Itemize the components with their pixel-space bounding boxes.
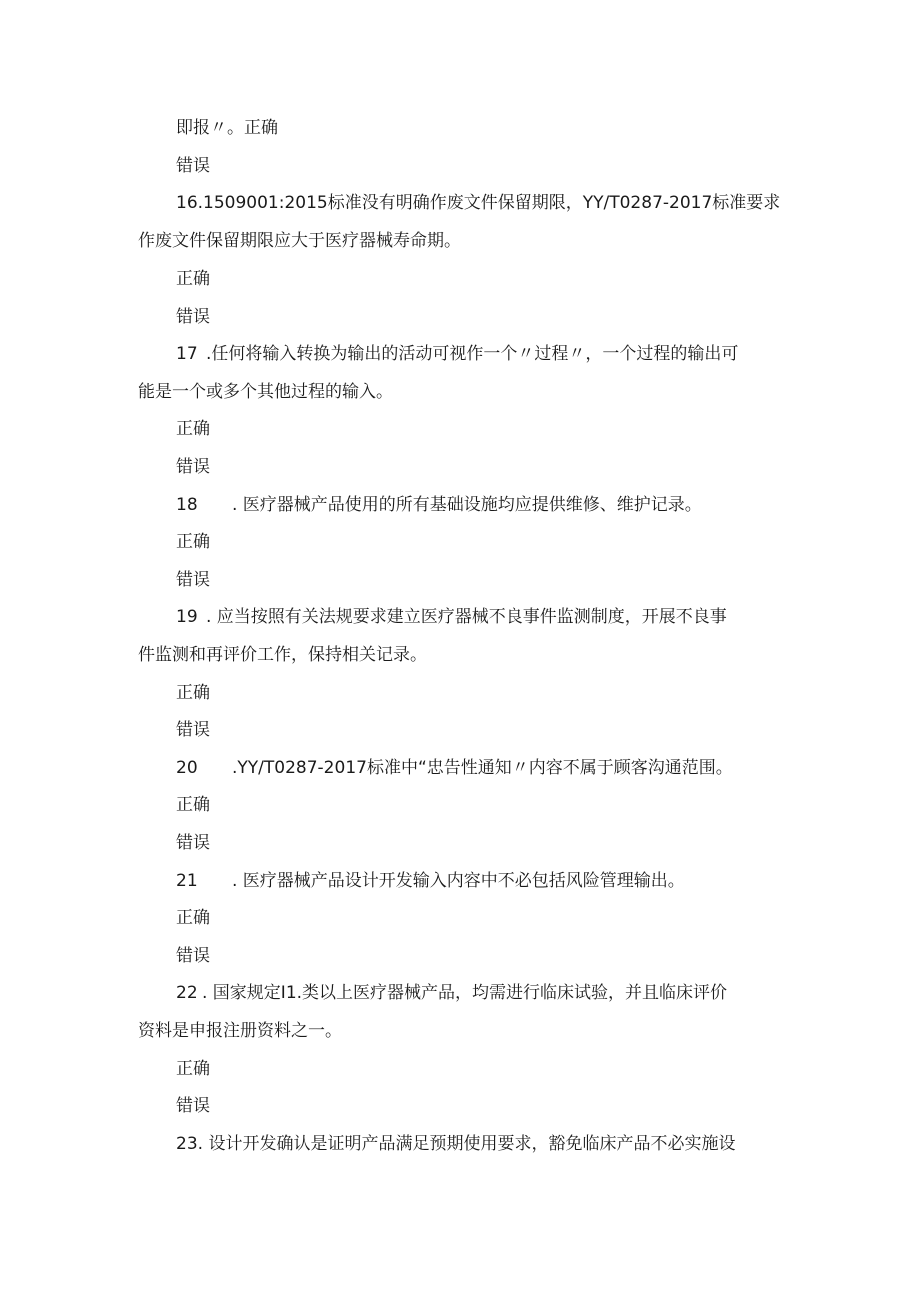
question-number: 22	[176, 983, 198, 1003]
question-number: 17	[176, 344, 198, 364]
option-wrong: 错误	[176, 833, 210, 853]
option-correct: 正确	[176, 908, 210, 928]
option-correct: 正确	[176, 1059, 210, 1079]
question-17-line-1	[176, 343, 738, 365]
question-20-line-1	[176, 757, 733, 779]
question-number: 19	[176, 607, 198, 627]
question-19-line-2: 件监测和再评价工作，保持相关记录。	[138, 645, 427, 665]
text-line: 即报〃。正确	[176, 118, 278, 138]
question-22-line-1	[176, 982, 727, 1004]
question-text: .任何将输入转换为输出的活动可视作一个〃过程〃，一个过程的输出可	[206, 344, 739, 364]
option-wrong: 错误	[176, 1096, 210, 1116]
question-text: .YY/T0287-2017标准中“忠告性通知〃内容不属于顾客沟通范围。	[232, 758, 733, 778]
question-23-line-1: 23. 设计开发确认是证明产品满足预期使用要求，豁免临床产品不必实施设	[176, 1134, 736, 1154]
option-wrong: 错误	[176, 457, 210, 477]
option-correct: 正确	[176, 532, 210, 552]
question-number: 21	[176, 871, 198, 891]
question-number: 20	[176, 758, 198, 778]
question-text: . 医疗器械产品设计开发输入内容中不必包括风险管理输出。	[232, 871, 685, 891]
question-18-line-1	[176, 494, 702, 516]
question-21-line-1	[176, 870, 685, 892]
question-16-line-2: 作废文件保留期限应大于医疗器械寿命期。	[138, 231, 461, 251]
option-wrong: 错误	[176, 720, 210, 740]
question-text: . 医疗器械产品使用的所有基础设施均应提供维修、维护记录。	[232, 495, 702, 515]
text-line: 错误	[176, 156, 210, 176]
option-correct: 正确	[176, 683, 210, 703]
option-wrong: 错误	[176, 946, 210, 966]
question-22-line-2: 资料是申报注册资料之一。	[138, 1021, 342, 1041]
option-wrong: 错误	[176, 307, 210, 327]
question-19-line-1	[176, 606, 727, 628]
option-correct: 正确	[176, 795, 210, 815]
question-17-line-2: 能是一个或多个其他过程的输入。	[138, 382, 393, 402]
question-16-line-1: 16.1509001:2015标准没有明确作废文件保留期限，YY/T0287-2017标准要求	[176, 193, 781, 213]
question-number: 18	[176, 495, 198, 515]
question-text: . 国家规定I1.类以上医疗器械产品，均需进行临床试验，并且临床评价	[202, 983, 728, 1003]
option-wrong: 错误	[176, 570, 210, 590]
question-text: . 应当按照有关法规要求建立医疗器械不良事件监测制度，开展不良事	[206, 607, 727, 627]
option-correct: 正确	[176, 419, 210, 439]
option-correct: 正确	[176, 269, 210, 289]
